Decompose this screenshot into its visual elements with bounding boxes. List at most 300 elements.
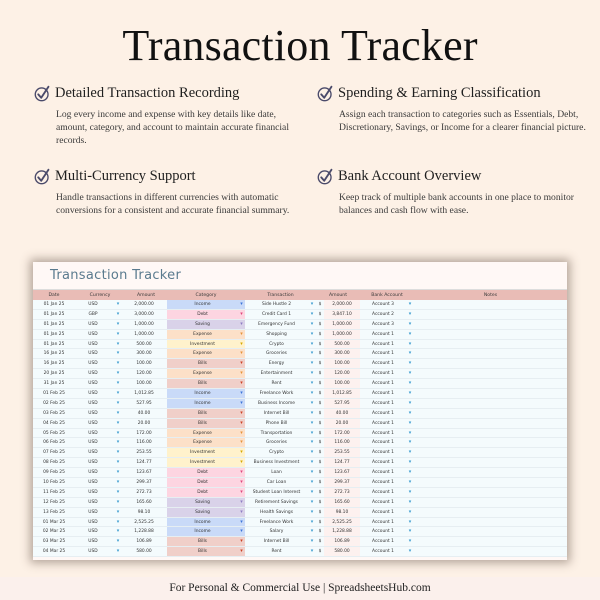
transaction-cell[interactable]: Student Loan Interest [252,489,301,495]
category-dropdown-arrow-icon[interactable]: ▾ [238,448,245,457]
account-dropdown-arrow-icon[interactable]: ▾ [408,508,412,515]
category-cell[interactable]: Saving [167,508,238,517]
category-dropdown-arrow-icon[interactable]: ▾ [238,429,245,438]
category-dropdown-arrow-icon[interactable]: ▾ [238,419,245,428]
category-cell[interactable]: Income [167,300,238,309]
date-cell[interactable]: 06 Feb 25 [43,440,65,446]
table-row [33,478,567,488]
notes-cell[interactable] [414,458,567,467]
notes-cell[interactable] [414,409,567,418]
transaction-cell[interactable]: Business Income [258,400,295,406]
amount-cell[interactable]: 1,012.85 [134,391,154,397]
category-cell[interactable]: Bills [167,409,238,418]
converted-amount-cell: 580.00 [324,547,360,556]
transaction-dropdown-arrow-icon[interactable]: ▾ [310,310,314,317]
notes-cell[interactable] [414,468,567,477]
column-header-currency: Currency [89,293,111,298]
notes-cell[interactable] [414,478,567,487]
transaction-dropdown-arrow-icon[interactable]: ▾ [310,538,314,545]
bank-account-cell[interactable]: Account 1 [372,489,394,495]
footer-text: For Personal & Commercial Use | SpreadsheetsHub.com [0,577,600,600]
bank-account-cell[interactable]: Account 1 [372,341,394,347]
date-cell[interactable]: 01 Jan 25 [43,341,65,347]
category-cell[interactable]: Bills [167,537,238,546]
account-dropdown-arrow-icon[interactable]: ▾ [408,439,412,446]
category-dropdown-arrow-icon[interactable]: ▾ [238,438,245,447]
notes-cell[interactable] [414,399,567,408]
currency-dropdown-arrow-icon[interactable]: ▾ [116,459,120,466]
converted-amount-cell: 272.73 [324,488,360,497]
date-cell[interactable]: 01 Jan 25 [43,302,65,307]
date-cell[interactable]: 01 Jan 25 [43,311,65,317]
notes-cell[interactable] [414,310,567,319]
currency-symbol: $ [318,371,322,377]
currency-dropdown-arrow-icon[interactable]: ▾ [116,469,120,476]
amount-cell[interactable]: 120.00 [136,371,152,377]
account-dropdown-arrow-icon[interactable]: ▾ [408,459,412,466]
transaction-cell[interactable]: Entertainment [260,371,293,377]
transaction-dropdown-arrow-icon[interactable]: ▾ [310,488,314,495]
feature-bank-overview [317,168,592,217]
amount-cell[interactable]: 300.00 [136,351,152,357]
transaction-cell[interactable]: Salary [269,529,284,535]
currency-symbol: $ [318,509,322,515]
date-cell[interactable]: 05 Feb 25 [43,430,65,436]
category-cell[interactable]: Investment [167,448,238,457]
transaction-cell[interactable]: Crypto [269,341,284,347]
account-dropdown-arrow-icon[interactable]: ▾ [408,528,412,535]
bank-account-cell[interactable]: Account 1 [372,509,394,515]
transaction-dropdown-arrow-icon[interactable]: ▾ [310,399,314,406]
transaction-cell[interactable]: Shopping [266,331,287,337]
category-dropdown-arrow-icon[interactable]: ▾ [238,409,245,418]
notes-cell[interactable] [414,320,567,329]
amount-cell[interactable]: 2,525.25 [134,519,154,525]
amount-cell[interactable]: 580.00 [136,549,152,555]
transaction-dropdown-arrow-icon[interactable]: ▾ [310,390,314,397]
transaction-dropdown-arrow-icon[interactable]: ▾ [310,340,314,347]
transaction-dropdown-arrow-icon[interactable]: ▾ [310,518,314,525]
bank-account-cell[interactable]: Account 1 [372,450,394,456]
currency-dropdown-arrow-icon[interactable]: ▾ [116,508,120,515]
category-cell[interactable]: Expense [167,349,238,358]
transaction-cell[interactable]: Business Investment [253,460,300,466]
transaction-cell[interactable]: Rent [271,381,282,387]
date-cell[interactable]: 09 Feb 25 [43,470,65,476]
date-cell[interactable]: 08 Feb 25 [43,460,65,466]
bank-account-cell[interactable]: Account 1 [372,391,394,397]
currency-dropdown-arrow-icon[interactable]: ▾ [116,380,120,387]
category-cell[interactable]: Saving [167,320,238,329]
notes-cell[interactable] [414,340,567,349]
account-dropdown-arrow-icon[interactable]: ▾ [408,399,412,406]
bank-account-cell[interactable]: Account 1 [372,371,394,377]
category-dropdown-arrow-icon[interactable]: ▾ [238,320,245,329]
feature-description: Keep track of multiple bank accounts in one place to monitor balances and cash flow with ease. [339,192,574,217]
converted-amount-cell: 100.00 [324,379,360,388]
bank-account-cell[interactable]: Account 1 [372,480,394,486]
category-dropdown-arrow-icon[interactable]: ▾ [238,379,245,388]
transaction-dropdown-arrow-icon[interactable]: ▾ [310,508,314,515]
transaction-cell[interactable]: Health Savings [260,509,293,515]
category-dropdown-arrow-icon[interactable]: ▾ [238,330,245,339]
bank-account-cell[interactable]: Account 1 [372,440,394,446]
notes-cell[interactable] [414,498,567,507]
currency-cell: USD [88,499,98,505]
category-dropdown-arrow-icon[interactable]: ▾ [238,547,245,556]
category-dropdown-arrow-icon[interactable]: ▾ [238,389,245,398]
category-cell[interactable]: Bills [167,359,238,368]
date-cell[interactable]: 03 Mar 25 [42,539,66,545]
bank-account-cell[interactable]: Account 1 [372,499,394,505]
currency-dropdown-arrow-icon[interactable]: ▾ [116,538,120,545]
currency-dropdown-arrow-icon[interactable]: ▾ [116,360,120,367]
account-dropdown-arrow-icon[interactable]: ▾ [408,538,412,545]
notes-cell[interactable] [414,518,567,527]
currency-dropdown-arrow-icon[interactable]: ▾ [116,419,120,426]
amount-cell[interactable]: 116.00 [136,440,152,446]
table-row [33,458,567,468]
transaction-dropdown-arrow-icon[interactable]: ▾ [310,320,314,327]
bank-account-cell[interactable]: Account 1 [372,539,394,545]
transaction-cell[interactable]: Transportation [260,430,293,436]
feature-title: Detailed Transaction Recording [55,85,240,101]
currency-dropdown-arrow-icon[interactable]: ▾ [116,370,120,377]
amount-cell[interactable]: 40.00 [137,410,151,416]
transaction-cell[interactable]: Internet Bill [263,410,290,416]
currency-symbol: $ [318,311,322,317]
currency-dropdown-arrow-icon[interactable]: ▾ [116,429,120,436]
date-cell[interactable]: 02 Feb 25 [43,400,65,406]
currency-cell: USD [88,321,98,327]
currency-dropdown-arrow-icon[interactable]: ▾ [116,301,120,307]
currency-cell: USD [88,351,98,357]
currency-dropdown-arrow-icon[interactable]: ▾ [116,340,120,347]
currency-dropdown-arrow-icon[interactable]: ▾ [116,498,120,505]
table-row [33,429,567,439]
currency-cell: USD [88,470,98,476]
transaction-dropdown-arrow-icon[interactable]: ▾ [310,459,314,466]
account-dropdown-arrow-icon[interactable]: ▾ [408,429,412,436]
currency-dropdown-arrow-icon[interactable]: ▾ [116,399,120,406]
converted-amount-cell: 1,228.88 [324,527,360,536]
account-dropdown-arrow-icon[interactable]: ▾ [408,340,412,347]
account-dropdown-arrow-icon[interactable]: ▾ [408,488,412,495]
notes-cell[interactable] [414,379,567,388]
category-dropdown-arrow-icon[interactable]: ▾ [238,468,245,477]
account-dropdown-arrow-icon[interactable]: ▾ [408,360,412,367]
amount-cell[interactable]: 165.60 [136,499,152,505]
date-cell[interactable]: 01 Jan 25 [43,331,65,337]
transaction-dropdown-arrow-icon[interactable]: ▾ [310,350,314,357]
account-dropdown-arrow-icon[interactable]: ▾ [408,409,412,416]
category-cell[interactable]: Income [167,399,238,408]
notes-cell[interactable] [414,438,567,447]
category-dropdown-arrow-icon[interactable]: ▾ [238,369,245,378]
amount-cell[interactable]: 1,000.00 [134,331,154,337]
notes-cell[interactable] [414,369,567,378]
bank-account-cell[interactable]: Account 1 [372,381,394,387]
table-row [33,379,567,389]
currency-symbol: $ [318,549,322,555]
table-row [33,468,567,478]
currency-dropdown-arrow-icon[interactable]: ▾ [116,320,120,327]
notes-cell[interactable] [414,537,567,546]
table-row [33,488,567,498]
date-cell[interactable]: 04 Mar 25 [42,549,66,555]
transaction-dropdown-arrow-icon[interactable]: ▾ [310,449,314,456]
category-cell[interactable]: Debt [167,488,238,497]
amount-cell[interactable]: 123.67 [136,470,152,476]
date-cell[interactable]: 10 Feb 25 [43,480,65,486]
account-dropdown-arrow-icon[interactable]: ▾ [408,518,412,525]
transaction-cell[interactable]: Crypto [269,450,284,456]
transaction-cell[interactable]: Groceries [266,440,287,446]
category-dropdown-arrow-icon[interactable]: ▾ [238,349,245,358]
account-dropdown-arrow-icon[interactable]: ▾ [408,469,412,476]
currency-dropdown-arrow-icon[interactable]: ▾ [116,439,120,446]
amount-cell[interactable]: 2,000.00 [134,302,154,307]
transaction-cell[interactable]: Internet Bill [263,539,290,545]
converted-amount-cell: 123.67 [324,468,360,477]
transaction-dropdown-arrow-icon[interactable]: ▾ [310,370,314,377]
bank-account-cell[interactable]: Account 2 [372,311,394,317]
notes-cell[interactable] [414,389,567,398]
account-dropdown-arrow-icon[interactable]: ▾ [408,330,412,337]
category-cell[interactable]: Income [167,527,238,536]
amount-cell[interactable]: 100.00 [136,361,152,367]
bank-account-cell[interactable]: Account 1 [372,420,394,426]
bank-account-cell[interactable]: Account 1 [372,331,394,337]
category-dropdown-arrow-icon[interactable]: ▾ [238,310,245,319]
currency-dropdown-arrow-icon[interactable]: ▾ [116,409,120,416]
category-dropdown-arrow-icon[interactable]: ▾ [238,508,245,517]
bank-account-cell[interactable]: Account 1 [372,519,394,525]
bank-account-cell[interactable]: Account 1 [372,470,394,476]
converted-amount-cell: 1,000.00 [324,320,360,329]
amount-cell[interactable]: 100.00 [136,381,152,387]
notes-cell[interactable] [414,419,567,428]
account-dropdown-arrow-icon[interactable]: ▾ [408,370,412,377]
account-dropdown-arrow-icon[interactable]: ▾ [408,380,412,387]
account-dropdown-arrow-icon[interactable]: ▾ [408,320,412,327]
amount-cell[interactable]: 172.00 [136,430,152,436]
date-cell[interactable]: 31 Jan 25 [43,381,65,387]
category-cell[interactable]: Debt [167,310,238,319]
transaction-cell[interactable]: Phone Bill [265,420,288,426]
transaction-cell[interactable]: Rent [271,549,282,555]
amount-cell[interactable]: 3,000.00 [134,311,154,317]
category-dropdown-arrow-icon[interactable]: ▾ [238,478,245,487]
currency-dropdown-arrow-icon[interactable]: ▾ [116,330,120,337]
transaction-cell[interactable]: Energy [268,361,285,367]
category-cell[interactable]: Bills [167,379,238,388]
account-dropdown-arrow-icon[interactable]: ▾ [408,350,412,357]
account-dropdown-arrow-icon[interactable]: ▾ [408,390,412,397]
account-dropdown-arrow-icon[interactable]: ▾ [408,310,412,317]
transaction-dropdown-arrow-icon[interactable]: ▾ [310,548,314,555]
category-dropdown-arrow-icon[interactable]: ▾ [238,399,245,408]
transaction-dropdown-arrow-icon[interactable]: ▾ [310,439,314,446]
transaction-dropdown-arrow-icon[interactable]: ▾ [310,380,314,387]
currency-dropdown-arrow-icon[interactable]: ▾ [116,528,120,535]
transaction-cell[interactable]: Loan [271,470,282,476]
transaction-dropdown-arrow-icon[interactable]: ▾ [310,301,314,307]
transaction-cell[interactable]: Car Loan [266,480,287,486]
category-cell[interactable]: Expense [167,429,238,438]
date-cell[interactable]: 01 Feb 25 [43,391,65,397]
currency-symbol: $ [318,470,322,476]
amount-cell[interactable]: 106.89 [136,539,152,545]
currency-dropdown-arrow-icon[interactable]: ▾ [116,488,120,495]
transaction-dropdown-arrow-icon[interactable]: ▾ [310,528,314,535]
date-cell[interactable]: 20 Jan 25 [43,371,65,377]
amount-cell[interactable]: 253.55 [136,450,152,456]
category-cell[interactable]: Investment [167,340,238,349]
date-cell[interactable]: 01 Mar 25 [42,519,66,525]
category-cell[interactable]: Debt [167,478,238,487]
bank-account-cell[interactable]: Account 1 [372,430,394,436]
notes-cell[interactable] [414,448,567,457]
category-dropdown-arrow-icon[interactable]: ▾ [238,340,245,349]
category-cell[interactable]: Expense [167,330,238,339]
category-cell[interactable]: Expense [167,369,238,378]
bank-account-cell[interactable]: Account 3 [372,321,394,327]
notes-cell[interactable] [414,547,567,556]
amount-cell[interactable]: 1,000.00 [134,321,154,327]
transaction-dropdown-arrow-icon[interactable]: ▾ [310,479,314,486]
date-cell[interactable]: 16 Jan 25 [43,361,65,367]
category-dropdown-arrow-icon[interactable]: ▾ [238,488,245,497]
bank-account-cell[interactable]: Account 1 [372,361,394,367]
category-cell[interactable]: Saving [167,498,238,507]
date-cell[interactable]: 04 Feb 25 [43,420,65,426]
category-dropdown-arrow-icon[interactable]: ▾ [238,518,245,527]
amount-cell[interactable]: 20.00 [137,420,151,426]
currency-dropdown-arrow-icon[interactable]: ▾ [116,310,120,317]
account-dropdown-arrow-icon[interactable]: ▾ [408,301,412,307]
currency-dropdown-arrow-icon[interactable]: ▾ [116,350,120,357]
transaction-dropdown-arrow-icon[interactable]: ▾ [310,360,314,367]
table-row [33,399,567,409]
amount-cell[interactable]: 500.00 [136,341,152,347]
category-dropdown-arrow-icon[interactable]: ▾ [238,300,245,309]
currency-dropdown-arrow-icon[interactable]: ▾ [116,518,120,525]
table-row [33,340,567,350]
currency-symbol: $ [318,529,322,535]
category-cell[interactable]: Debt [167,468,238,477]
currency-dropdown-arrow-icon[interactable]: ▾ [116,548,120,555]
transaction-dropdown-arrow-icon[interactable]: ▾ [310,429,314,436]
date-cell[interactable]: 03 Feb 25 [43,410,65,416]
currency-symbol: $ [318,420,322,426]
transaction-cell[interactable]: Groceries [266,351,287,357]
account-dropdown-arrow-icon[interactable]: ▾ [408,449,412,456]
category-dropdown-arrow-icon[interactable]: ▾ [238,498,245,507]
category-dropdown-arrow-icon[interactable]: ▾ [238,527,245,536]
amount-cell[interactable]: 124.77 [136,460,152,466]
transaction-cell[interactable]: Freelance Work [259,391,294,397]
category-cell[interactable]: Income [167,389,238,398]
currency-dropdown-arrow-icon[interactable]: ▾ [116,479,120,486]
transaction-cell[interactable]: Side Hustle 2 [261,302,292,307]
notes-cell[interactable] [414,508,567,517]
transaction-dropdown-arrow-icon[interactable]: ▾ [310,409,314,416]
currency-symbol: $ [318,499,322,505]
currency-dropdown-arrow-icon[interactable]: ▾ [116,390,120,397]
currency-symbol: $ [318,381,322,387]
currency-symbol: $ [318,450,322,456]
currency-cell: USD [88,460,98,466]
category-cell[interactable]: Bills [167,419,238,428]
notes-cell[interactable] [414,527,567,536]
notes-cell[interactable] [414,349,567,358]
transaction-cell[interactable]: Credit Card 1 [261,311,292,317]
date-cell[interactable]: 01 Jan 25 [43,321,65,327]
table-row [33,349,567,359]
notes-cell[interactable] [414,429,567,438]
currency-symbol: $ [318,460,322,466]
account-dropdown-arrow-icon[interactable]: ▾ [408,498,412,505]
notes-cell[interactable] [414,359,567,368]
account-dropdown-arrow-icon[interactable]: ▾ [408,548,412,555]
notes-cell[interactable] [414,488,567,497]
category-dropdown-arrow-icon[interactable]: ▾ [238,359,245,368]
transaction-dropdown-arrow-icon[interactable]: ▾ [310,498,314,505]
notes-cell[interactable] [414,300,567,309]
date-cell[interactable]: 11 Feb 25 [43,489,65,495]
amount-cell[interactable]: 1,228.88 [134,529,154,535]
transaction-dropdown-arrow-icon[interactable]: ▾ [310,469,314,476]
category-cell[interactable]: Investment [167,458,238,467]
category-cell[interactable]: Income [167,518,238,527]
date-cell[interactable]: 16 Jan 25 [43,351,65,357]
category-cell[interactable]: Expense [167,438,238,447]
date-cell[interactable]: 13 Feb 25 [43,509,65,515]
account-dropdown-arrow-icon[interactable]: ▾ [408,419,412,426]
category-dropdown-arrow-icon[interactable]: ▾ [238,537,245,546]
date-cell[interactable]: 02 Mar 25 [42,529,66,535]
amount-cell[interactable]: 527.95 [136,400,152,406]
bank-account-cell[interactable]: Account 1 [372,529,394,535]
amount-cell[interactable]: 98.10 [137,509,151,515]
notes-cell[interactable] [414,330,567,339]
date-cell[interactable]: 07 Feb 25 [43,450,65,456]
converted-amount-cell: 100.00 [324,359,360,368]
account-dropdown-arrow-icon[interactable]: ▾ [408,479,412,486]
currency-cell: USD [88,381,98,387]
amount-cell[interactable]: 272.73 [136,489,152,495]
bank-account-cell[interactable]: Account 1 [372,400,394,406]
date-cell[interactable]: 12 Feb 25 [43,499,65,505]
transaction-dropdown-arrow-icon[interactable]: ▾ [310,330,314,337]
transaction-cell[interactable]: Retirement Savings [255,499,298,505]
currency-symbol: $ [318,489,322,495]
category-cell[interactable]: Bills [167,547,238,556]
transaction-dropdown-arrow-icon[interactable]: ▾ [310,419,314,426]
bank-account-cell[interactable]: Account 3 [372,302,394,307]
bank-account-cell[interactable]: Account 1 [372,410,394,416]
bank-account-cell[interactable]: Account 1 [372,549,394,555]
bank-account-cell[interactable]: Account 1 [372,351,394,357]
currency-dropdown-arrow-icon[interactable]: ▾ [116,449,120,456]
category-dropdown-arrow-icon[interactable]: ▾ [238,458,245,467]
bank-account-cell[interactable]: Account 1 [372,460,394,466]
amount-cell[interactable]: 299.37 [136,480,152,486]
transaction-cell[interactable]: Emergency Fund [258,321,295,327]
converted-amount-cell: 1,012.85 [324,389,360,398]
transaction-cell[interactable]: Freelance Work [259,519,294,525]
